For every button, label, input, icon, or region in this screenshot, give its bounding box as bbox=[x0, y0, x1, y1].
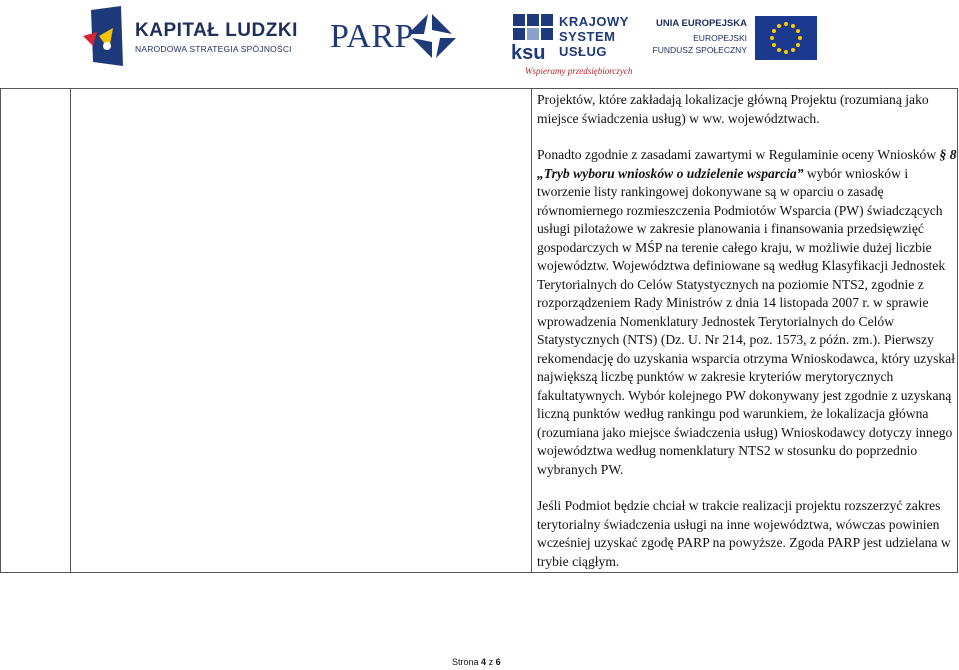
ksu-logo bbox=[511, 14, 636, 76]
eu-flag-icon bbox=[755, 16, 817, 60]
eu-line-2: EUROPEJSKI bbox=[693, 33, 747, 43]
footer-total-pages: 6 bbox=[495, 657, 501, 667]
parp-text: PARP bbox=[330, 18, 414, 55]
eu-logo bbox=[652, 16, 817, 62]
eu-line-1: UNIA EUROPEJSKA bbox=[656, 18, 747, 29]
kapital-ludzki-emblem-icon bbox=[83, 6, 129, 68]
ksu-grid-icon bbox=[513, 14, 553, 42]
table-cell-content bbox=[537, 91, 957, 571]
footer-page-number: 4 bbox=[481, 657, 487, 667]
parp-logo bbox=[330, 14, 456, 62]
page-footer bbox=[452, 657, 501, 667]
ksu-tagline: Wspieramy przedsiębiorczych bbox=[525, 66, 633, 76]
paragraph-2 bbox=[537, 146, 957, 479]
ksu-line-1: KRAJOWY bbox=[559, 14, 629, 29]
parp-arrows-icon bbox=[408, 14, 456, 58]
ksu-badge: ksu bbox=[511, 42, 546, 64]
paragraph-2-rest: wybór wniosków i tworzenie listy rankingowej dokonywane są w oparciu o zasadę równomiernego rozmieszczenia Podmiotów Wsparcia (PW) świadczących usługi pilotażowe w zakresie planowania i finansowania przedsięwzięć gospodarczych w MŚP na terenie całego kraju, w możliwie dużej liczbie województw. Województwa definiowane są według Klasyfikacji Jednostek Terytorialnych do Celów Statystycznych na poziomie NTS2, zgodnie z rozporządzeniem Rady Ministrów z dnia 14 listopada 2007 r. w sprawie wprowadzenia Nomenklatury Jednostek Terytorialnych do Celów Statystycznych (NTS) (Dz. U. Nr 214, poz. 1573, z późn. zm.). Pierwszy rekomendację do uzyskania wsparcia otrzyma Wnioskodawca, który uzyskał największą liczbę punktów w zakresie kryteriów merytorycznych fakultatywnych. Wybór kolejnego PW dokonywany jest zgodnie z uzyskaną liczną punktów według rankingu pod warunkiem, że lokalizacja główna (rozumiana jako miejsce świadczenia usług) Wnioskodawcy dotyczy innego województwa według nomenklatury NTS2 w stosunku do poprzednio wybranych PW. bbox=[537, 165, 955, 477]
kapital-ludzki-logo bbox=[83, 6, 298, 68]
footer-label: Strona bbox=[452, 657, 479, 667]
paragraph-2-start: Ponadto zgodnie z zasadami zawartymi w Regulaminie oceny Wniosków bbox=[537, 147, 940, 162]
ksu-line-2: SYSTEM bbox=[559, 29, 616, 44]
content-table bbox=[0, 88, 958, 573]
regulation-section-ref: § 8 „Tryb wyboru wniosków o udzielenie wsparcia” bbox=[537, 147, 957, 181]
kapital-ludzki-title: KAPITAŁ LUDZKI bbox=[135, 20, 298, 41]
paragraph-3: Jeśli Podmiot będzie chciał w trakcie realizacji projektu rozszerzyć zakres terytorialny świadczenia usługi na inne województwa, wówczas powinien wcześniej uzyskać zgodę PARP na powyższe. Zgoda PARP jest udzielana w trybie ciągłym. bbox=[537, 498, 951, 569]
ksu-line-3: USŁUG bbox=[559, 44, 607, 59]
eu-line-3: FUNDUSZ SPOŁECZNY bbox=[652, 45, 747, 55]
column-divider-2 bbox=[531, 89, 532, 572]
kapital-ludzki-subtitle: NARODOWA STRATEGIA SPÓJNOŚCI bbox=[135, 44, 292, 54]
column-divider-1 bbox=[70, 89, 71, 572]
footer-of: z bbox=[488, 657, 494, 667]
paragraph-1: Projektów, które zakładają lokalizacje główną Projektu (rozumianą jako miejsce świadczenia usług) w ww. województwach. bbox=[537, 92, 929, 126]
